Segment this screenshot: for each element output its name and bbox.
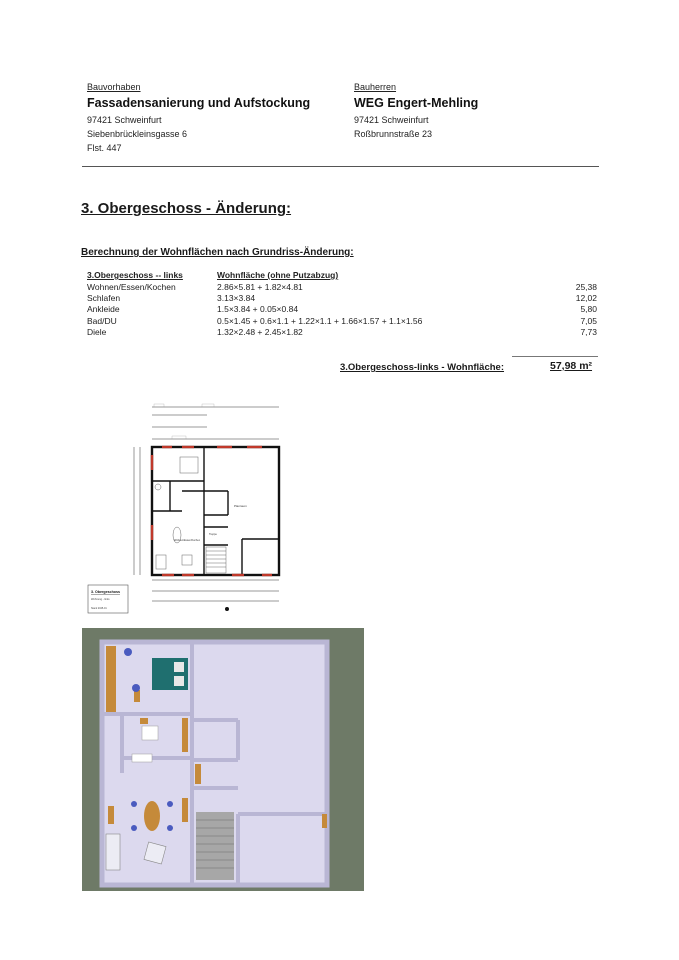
owners-street: Roßbrunnstraße 23	[354, 129, 433, 139]
area-cell: 5,80	[580, 304, 597, 315]
room-cell: Schlafen	[87, 293, 121, 304]
builder-project-label: Bauvorhaben	[87, 82, 141, 92]
kitchen-counter	[106, 834, 120, 870]
area-cell: 25,38	[575, 281, 597, 292]
formula-cell: 2.86×5.81 + 1.82×4.81	[217, 281, 303, 292]
room-cell: Diele	[87, 327, 107, 338]
stamp-sub: Wohnung - links	[91, 598, 110, 601]
stamp-title: 3. Obergeschoss	[91, 590, 120, 594]
room-cell: Ankleide	[87, 304, 120, 315]
total-value: 57,98 m²	[550, 360, 593, 372]
owners-city: 97421 Schweinfurt	[354, 115, 429, 125]
svg-text:Treppe: Treppe	[209, 533, 217, 536]
total-label: 3.Obergeschoss-links - Wohnfläche:	[340, 362, 505, 373]
col-header-room: 3.Obergeschoss -- links	[87, 270, 183, 280]
sum-rule	[512, 356, 598, 357]
area-cell: 12,02	[575, 293, 597, 304]
pillow	[174, 662, 184, 672]
svg-text:Planraum: Planraum	[234, 504, 247, 508]
area-cell: 7,73	[580, 327, 597, 338]
door	[322, 814, 327, 828]
north-arrow-icon	[225, 607, 229, 611]
table-row	[87, 281, 597, 292]
project-street: Siebenbrückleinsgasse 6	[87, 129, 188, 139]
svg-text:Wohnen/Essen/Kochen: Wohnen/Essen/Kochen	[174, 539, 201, 542]
area-cell: 7,05	[580, 315, 597, 326]
table-row	[87, 292, 597, 303]
project-title: Fassadensanierung und Aufstockung	[87, 96, 311, 110]
owners-title: WEG Engert-Mehling	[354, 96, 479, 110]
area-table	[87, 269, 597, 338]
formula-cell: 3.13×3.84	[217, 293, 256, 304]
project-parcel: Flst. 447	[87, 143, 122, 153]
col-header-formula: Wohnfläche (ohne Putzabzug)	[217, 270, 339, 280]
floorplan-drawing	[82, 395, 308, 617]
render-stairs	[196, 812, 234, 880]
subsection-title: Berechnung der Wohnflächen nach Grundriss-Änderung:	[81, 247, 354, 258]
formula-cell: 1.32×2.48 + 2.45×1.82	[217, 327, 303, 338]
room-cell: Wohnen/Essen/Kochen	[87, 281, 176, 292]
room-cell: Bad/DU	[87, 315, 117, 326]
project-city: 97421 Schweinfurt	[87, 115, 162, 125]
table-header-row	[87, 269, 597, 281]
owners-label: Bauherren	[354, 82, 397, 92]
table-row	[87, 327, 597, 338]
formula-cell: 1.5×3.84 + 0.05×0.84	[217, 304, 299, 315]
table-row	[87, 315, 597, 326]
stamp-date: Stand 2025-01	[91, 607, 107, 610]
header-divider	[82, 166, 599, 167]
section-title: 3. Obergeschoss - Änderung:	[81, 200, 292, 217]
formula-cell: 0.5×1.45 + 0.6×1.1 + 1.22×1.1 + 1.66×1.57 + 1.1×1.56	[217, 315, 423, 326]
render-3d-topview	[82, 628, 364, 891]
pillow	[174, 676, 184, 686]
table-row	[87, 304, 597, 315]
